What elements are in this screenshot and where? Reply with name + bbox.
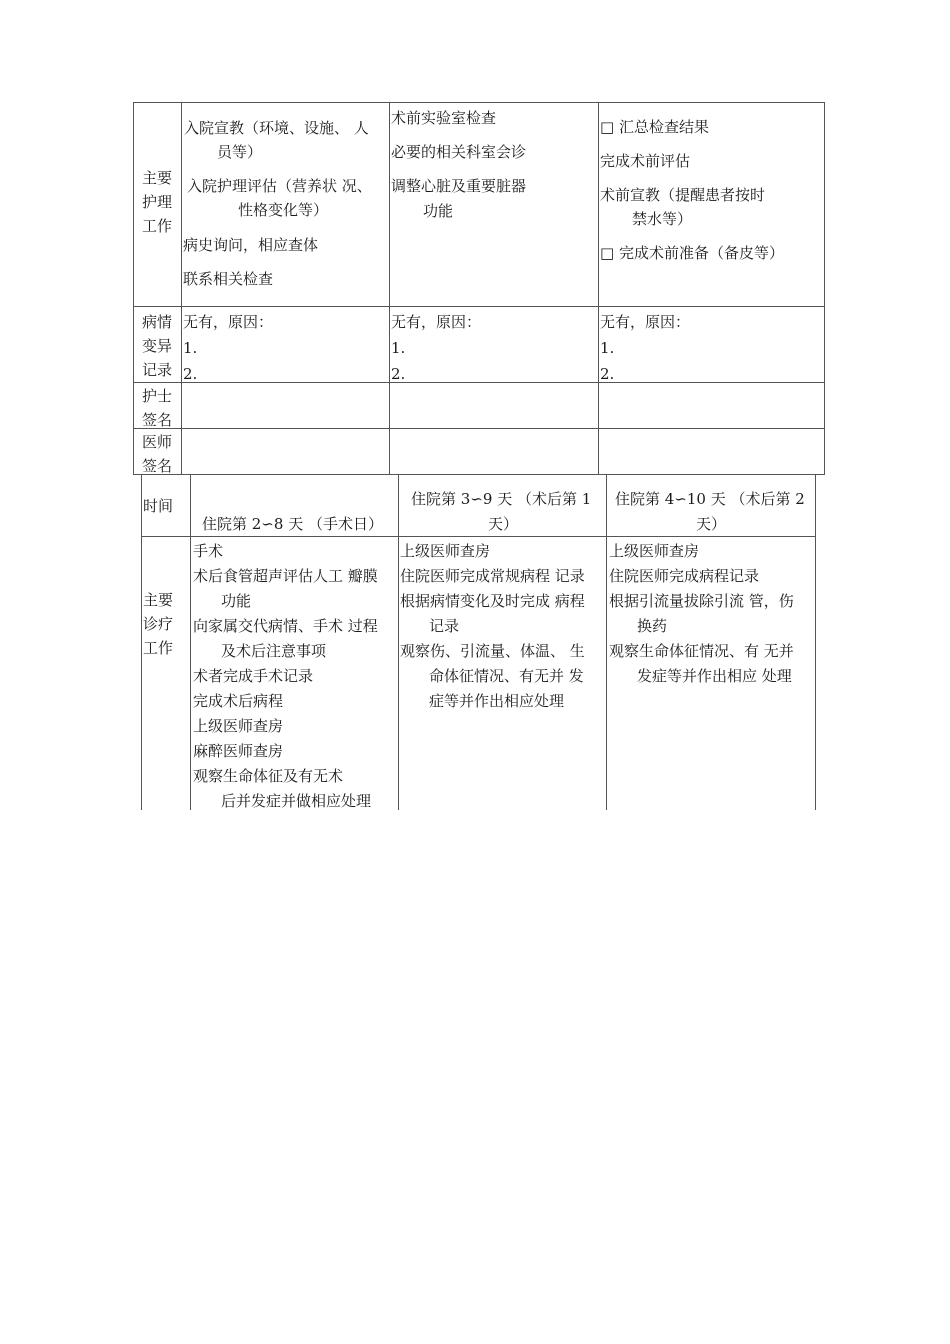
table-border (398, 474, 399, 810)
table-border (815, 474, 816, 810)
table-border (133, 382, 825, 383)
table-border (181, 102, 182, 474)
table-border (389, 102, 390, 474)
row-label-nurse-signature: 护士 签名 (142, 387, 173, 429)
table-border (824, 102, 825, 474)
table-border (133, 428, 825, 429)
row-label-nursing: 主要 护理 工作 (142, 169, 173, 235)
table-border (141, 474, 142, 810)
table-border (133, 102, 825, 103)
row-label-doctor-signature: 医师 签名 (142, 433, 173, 475)
table-border (606, 474, 607, 810)
table-border (598, 102, 599, 474)
table-border (133, 474, 825, 475)
row-label-diagnosis: 主要 诊疗 工作 (143, 591, 174, 657)
table-border (133, 102, 134, 474)
table-border (133, 306, 825, 307)
table-border (190, 474, 191, 810)
table-border (141, 536, 815, 537)
row-label-variance: 病情 变异 记录 (142, 313, 173, 379)
row-label-time: 时间 (143, 497, 174, 515)
time-col-1: 住院第 2∽8 天 （手术日） (202, 515, 383, 533)
